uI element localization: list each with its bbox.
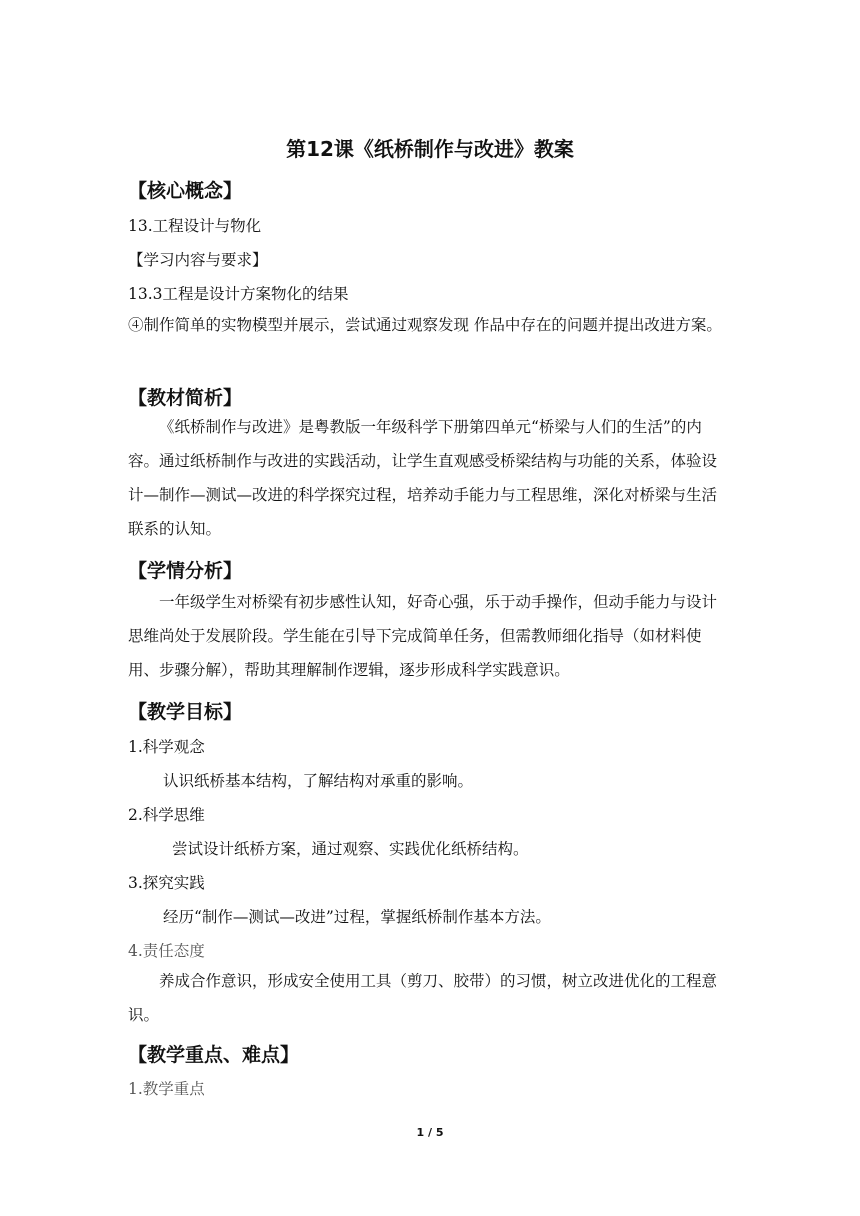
core-item-3: ④制作简单的实物模型并展示，尝试通过观察发现 作品中存在的问题并提出改进方案。	[128, 316, 722, 334]
material-analysis-text: 《纸桥制作与改进》是粤教版一年级科学下册第四单元“桥梁与人们的生活”的内容。通过纸桥制作与改进的实践活动，让学生直观感受桥梁结构与功能的关系，体验设计—制作—测试—改进的科学探究过程，培养动手能力与工程思维，深化对桥梁与生活联系的认知。	[128, 418, 718, 538]
heading-key-difficult-points: 【教学重点、难点】	[128, 1044, 300, 1066]
heading-teaching-goals: 【教学目标】	[128, 701, 243, 723]
keypoint-1-label: 1.教学重点	[128, 1080, 205, 1098]
goal-4-text: 养成合作意识，形成安全使用工具（剪刀、胶带）的习惯，树立改进优化的工程意识。	[128, 972, 718, 1024]
goal-3-text: 经历“制作—测试—改进”过程，掌握纸桥制作基本方法。	[163, 908, 551, 926]
goal-2-text: 尝试设计纸桥方案，通过观察、实践优化纸桥结构。	[172, 840, 529, 858]
core-item-2: 13.3工程是设计方案物化的结果	[128, 285, 349, 303]
core-item-1: 13.工程设计与物化	[128, 217, 262, 235]
heading-material-analysis: 【教材简析】	[128, 387, 243, 409]
page-number: 1 / 5	[416, 1126, 444, 1139]
heading-student-analysis: 【学情分析】	[128, 560, 243, 582]
document-title: 第12课《纸桥制作与改进》教案	[286, 137, 574, 161]
goal-2-label: 2.科学思维	[128, 806, 205, 824]
student-analysis-text: 一年级学生对桥梁有初步感性认知，好奇心强，乐于动手操作，但动手能力与设计思维尚处于发展阶段。学生能在引导下完成简单任务，但需教师细化指导（如材料使用、步骤分解），帮助其理解制作逻辑，逐步形成科学实践意识。	[128, 593, 718, 679]
goal-1-label: 1.科学观念	[128, 738, 205, 756]
goal-1-text: 认识纸桥基本结构，了解结构对承重的影响。	[163, 772, 474, 790]
learning-requirements-heading: 【学习内容与要求】	[128, 251, 268, 269]
heading-core-concept: 【核心概念】	[128, 180, 243, 202]
goal-3-label: 3.探究实践	[128, 874, 205, 892]
goal-4-label: 4.责任态度	[128, 942, 205, 960]
